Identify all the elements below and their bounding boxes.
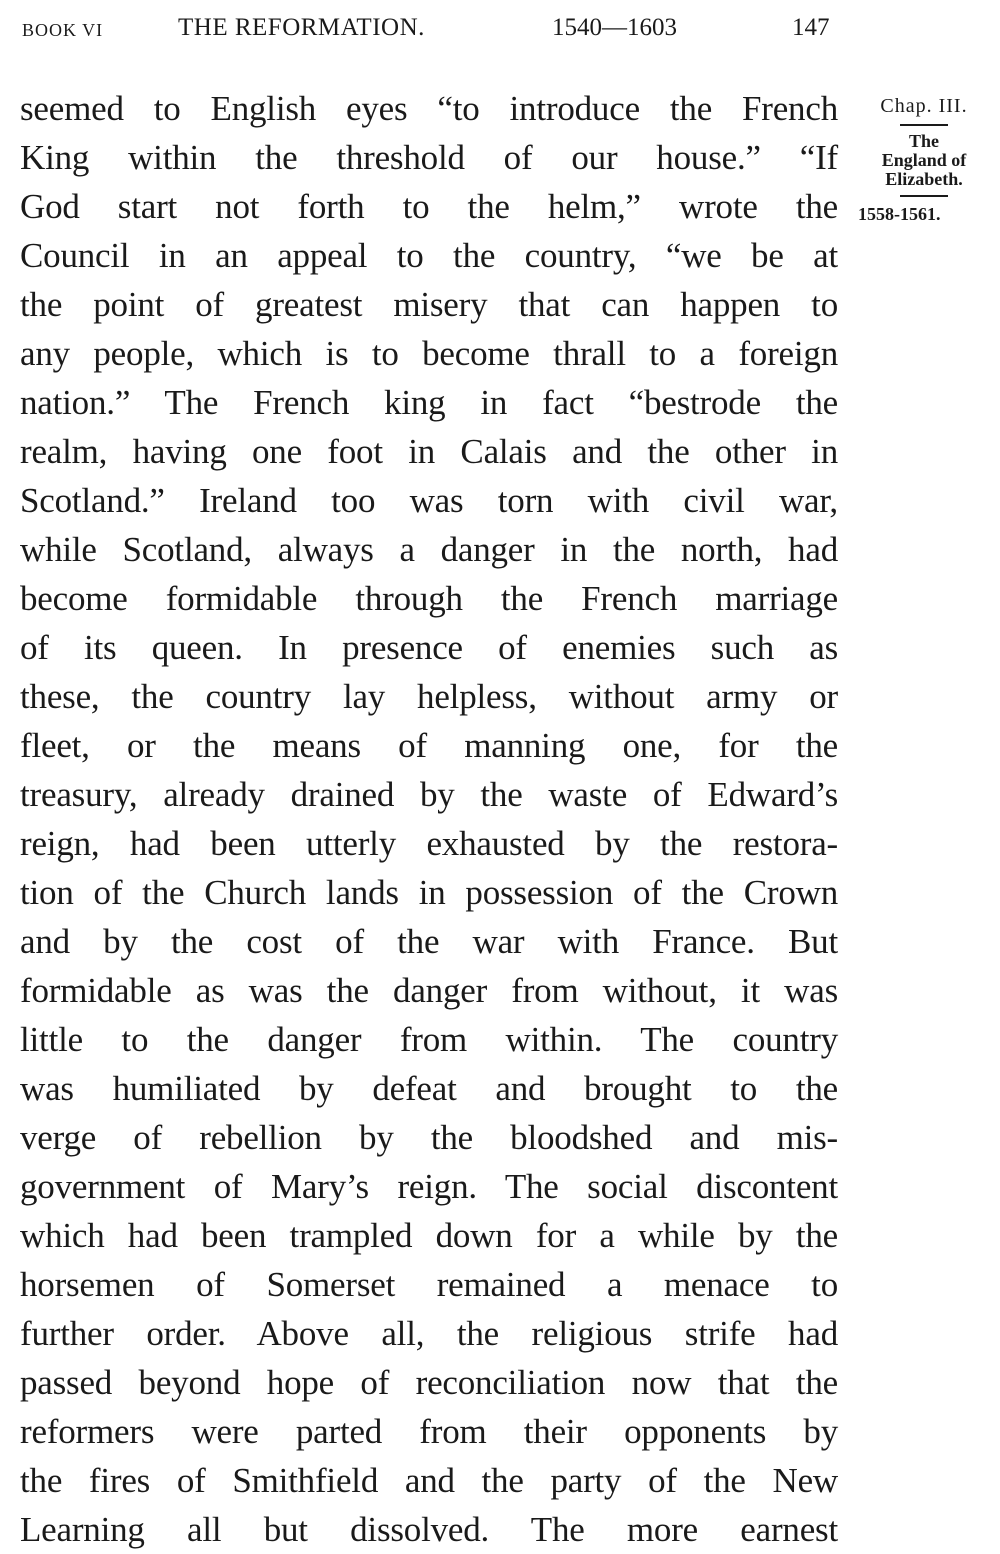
text-line: of its queen. In presence of enemies such as [20,628,838,667]
running-head [22,14,842,48]
text-line: King within the threshold of our house.” “If [20,138,838,177]
running-title: THE REFORMATION. [178,14,425,41]
text-line: tion of the Church lands in possession of the Crown [20,873,838,912]
text-line: formidable as was the danger from without, it was [20,971,838,1010]
text-line: little to the danger from within. The country [20,1020,838,1059]
text-line: was humiliated by defeat and brought to the [20,1069,838,1108]
text-line: the fires of Smithfield and the party of the New [20,1461,838,1500]
margin-topic-line: Elizabeth. [885,169,963,189]
text-line: passed beyond hope of reconciliation now that the [20,1363,838,1402]
text-line: fleet, or the means of manning one, for the [20,726,838,765]
text-line: become formidable through the French marriage [20,579,838,618]
text-line: which had been trampled down for a while by the [20,1216,838,1255]
text-line: Scotland.” Ireland too was torn with civil war, [20,481,838,520]
text-line: God start not forth to the helm,” wrote the [20,187,838,226]
text-line: reign, had been utterly exhausted by the restora- [20,824,838,863]
text-line: verge of rebellion by the bloodshed and mis- [20,1118,838,1157]
text-line: the point of greatest misery that can happen to [20,285,838,324]
margin-dates: 1558-1561. [858,204,941,224]
running-dates: 1540—1603 [552,14,677,41]
text-line: treasury, already drained by the waste of Edward’s [20,775,838,814]
text-line: while Scotland, always a danger in the north, had [20,530,838,569]
margin-topic-line: England of [881,150,967,170]
text-line: nation.” The French king in fact “bestrode the [20,383,838,422]
margin-chapter: Chap. III. [880,95,968,117]
text-line: further order. Above all, the religious strife had [20,1314,838,1353]
text-line: reformers were parted from their opponents by [20,1412,838,1451]
body-text [20,84,838,1554]
margin-topic-line: The [908,131,939,151]
text-line: seemed to English eyes “to introduce the French [20,89,838,128]
text-line: realm, having one foot in Calais and the other in [20,432,838,471]
text-line: Learning all but dissolved. The more earnest [20,1510,838,1549]
book-label: BOOK VI [22,20,104,40]
text-line: these, the country lay helpless, without army or [20,677,838,716]
text-line: government of Mary’s reign. The social discontent [20,1167,838,1206]
text-line: Council in an appeal to the country, “we be at [20,236,838,275]
margin-note [852,94,996,225]
text-line: and by the cost of the war with France. But [20,922,838,961]
text-line: any people, which is to become thrall to a foreign [20,334,838,373]
margin-rule [900,195,948,197]
margin-rule [900,124,948,126]
page-number: 147 [792,14,830,41]
text-line: horsemen of Somerset remained a menace to [20,1265,838,1304]
